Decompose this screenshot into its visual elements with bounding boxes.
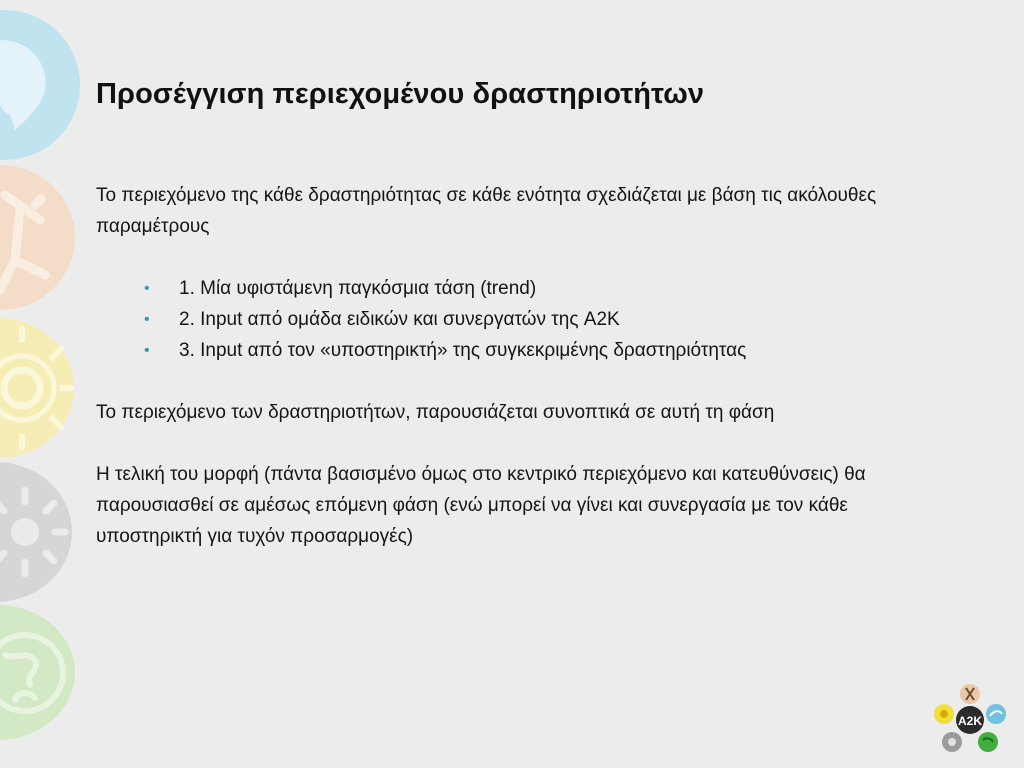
- final-paragraph: Η τελική του μορφή (πάντα βασισμένο όμως στο κεντρικό περιεχόμενο και κατευθύνσεις) θα παρουσιασθεί σε αμέσως επόμενη φάση (ενώ μπορεί να γίνει και συνεργασία με τον κάθε υποστηρικτή για τυχόν προσαρμογές): [96, 464, 866, 547]
- slide-title: Προσέγγιση περιεχομένου δραστηριοτήτων: [96, 78, 705, 110]
- slide-body: [96, 180, 956, 552]
- list-item-text: 3. Input από τον «υποστηρικτή» της συγκεκριμένης δραστηριότητας: [179, 340, 747, 361]
- decorative-strip: [0, 0, 90, 768]
- list-item: [96, 335, 956, 366]
- sun-icon: [0, 318, 74, 458]
- bullet-icon: •: [144, 280, 150, 297]
- summary-paragraph: Το περιεχόμενο των δραστηριοτήτων, παρουσιάζεται συνοπτικά σε αυτή τη φάση: [96, 402, 775, 423]
- earth-icon: [0, 605, 75, 740]
- list-item: [96, 273, 956, 304]
- a2k-logo: [930, 680, 1010, 760]
- list-item-text: 1. Μία υφιστάμενη παγκόσμια τάση (trend): [179, 278, 537, 299]
- dolphin-icon: [0, 10, 80, 160]
- list-item: [96, 304, 956, 335]
- flower-icon: [0, 462, 72, 602]
- parameter-list: [96, 273, 956, 366]
- list-item-text: 2. Input από ομάδα ειδικών και συνεργατών της A2K: [179, 309, 620, 330]
- bullet-icon: •: [144, 342, 150, 359]
- intro-paragraph: Το περιεχόμενο της κάθε δραστηριότητας σε κάθε ενότητα σχεδιάζεται με βάση τις ακόλουθες παραμέτρους: [96, 185, 877, 237]
- dancer-icon: [0, 165, 75, 310]
- bullet-icon: •: [144, 311, 150, 328]
- logo-text: A2K: [957, 714, 983, 728]
